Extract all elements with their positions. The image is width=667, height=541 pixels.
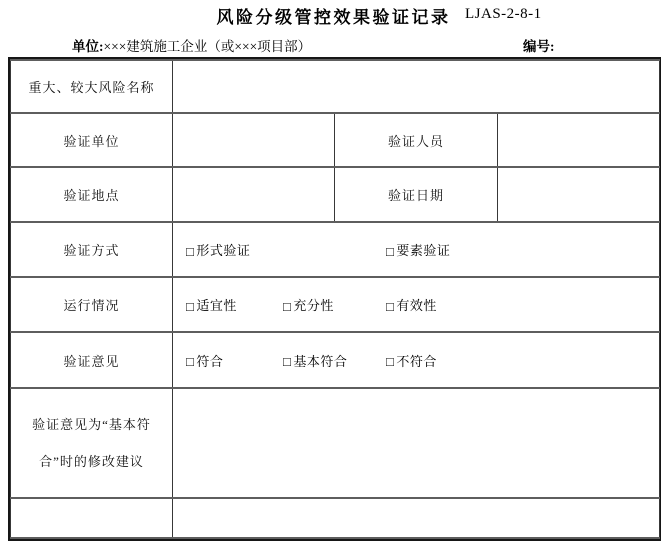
document-code: LJAS-2-8-1: [465, 6, 542, 22]
not-conform-checkbox[interactable]: [386, 351, 437, 370]
option-label: 基本符合: [293, 353, 348, 369]
revision-suggestion-input-cell[interactable]: [173, 388, 660, 498]
checkbox-icon: □: [386, 354, 395, 369]
option-label: 充分性: [293, 298, 334, 313]
verify-place-input-cell[interactable]: [173, 167, 335, 222]
verify-person-label-cell: 验证人员: [335, 113, 498, 167]
cutoff-input-cell[interactable]: [173, 498, 660, 538]
checkbox-icon: □: [283, 298, 292, 314]
verify-date-label-cell: 验证日期: [335, 167, 498, 222]
table-row: [11, 277, 660, 332]
verify-method-options-cell: [173, 222, 660, 277]
cutoff-label-cell: [11, 498, 173, 538]
table-row: [11, 332, 660, 388]
basically-conform-checkbox[interactable]: [283, 351, 386, 370]
revision-suggestion-label-cell: [11, 388, 173, 498]
unit-value: ×××建筑施工企业（或×××项目部）: [103, 39, 312, 54]
option-label: 适宜性: [196, 298, 237, 313]
verify-date-input-cell[interactable]: [498, 167, 660, 222]
formal-verification-checkbox[interactable]: [186, 240, 386, 259]
revision-suggestion-label: 验证意见为“基本符合”时的修改建议: [32, 417, 151, 469]
checkbox-icon: □: [186, 298, 195, 314]
page-title: 风险分级管控效果验证记录: [216, 8, 451, 27]
table-row: [11, 60, 660, 113]
table-row: [11, 167, 660, 222]
verify-unit-label-cell: 验证单位: [11, 113, 173, 167]
operation-status-label-cell: 运行情况: [11, 277, 173, 332]
checkbox-icon: □: [186, 243, 195, 259]
document-meta-row: [0, 35, 667, 53]
checkbox-icon: □: [386, 243, 395, 259]
option-label: 形式验证: [196, 243, 251, 258]
element-verification-checkbox[interactable]: [386, 240, 450, 259]
checkbox-icon: □: [386, 298, 395, 314]
document-header: [0, 3, 667, 29]
verify-opinion-label-cell: 验证意见: [11, 332, 173, 388]
table-row: [11, 113, 660, 167]
unit-field: [72, 35, 311, 55]
option-label: 要素验证: [396, 243, 451, 258]
operation-status-options-cell: [173, 277, 660, 332]
option-label: 符合: [196, 353, 224, 369]
checkbox-icon: □: [283, 354, 292, 369]
verify-person-input-cell[interactable]: [498, 113, 660, 167]
suitability-checkbox[interactable]: [186, 295, 283, 314]
verify-opinion-options-cell: [173, 332, 660, 388]
verification-table: [8, 57, 661, 541]
verify-place-label-cell: 验证地点: [11, 167, 173, 222]
checkbox-icon: □: [186, 354, 195, 369]
verify-method-label-cell: 验证方式: [11, 222, 173, 277]
effectiveness-checkbox[interactable]: [386, 295, 437, 314]
conform-checkbox[interactable]: [186, 351, 283, 370]
option-label: 不符合: [396, 353, 437, 369]
table-row: [11, 388, 660, 498]
risk-name-input-cell[interactable]: [173, 60, 660, 113]
risk-name-label-cell: 重大、较大风险名称: [11, 60, 173, 113]
unit-label: 单位:: [72, 39, 104, 54]
verify-unit-input-cell[interactable]: [173, 113, 335, 167]
adequacy-checkbox[interactable]: [283, 295, 386, 314]
option-label: 有效性: [396, 298, 437, 313]
number-label: 编号:: [523, 39, 555, 54]
table-row: [11, 498, 660, 538]
table-row: [11, 222, 660, 277]
